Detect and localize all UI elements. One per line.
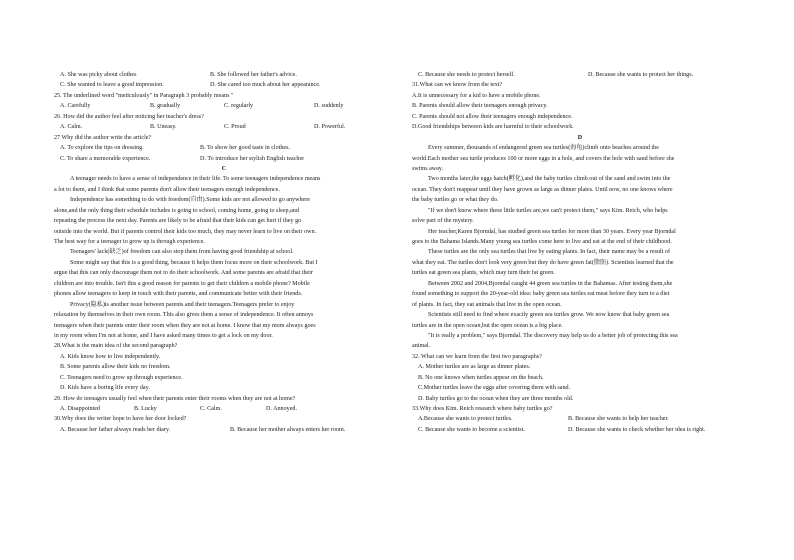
option: D. Baby turtles go to the ocean when they are three months old. [418,395,574,402]
question: 26. How did the author feel after noticing her teacher's dress? [54,113,204,120]
option: B. Because her mother always enters her room. [230,426,346,433]
option: C. Proud [224,124,246,131]
section-heading: D [577,134,583,141]
option-row [412,70,748,80]
paragraph-line: the baby turtles go or what they do. [412,197,499,204]
option: A. Because her father always reads her diary. [60,426,171,433]
option: B. No one knows when turtles appear on the beach. [418,374,544,381]
question: 31.What can we know from the text? [412,82,503,89]
option: D. She cared too much about her appearance. [210,82,321,89]
option: D. To introduce her stylish English teacher [200,155,305,162]
option: A. Calm. [60,124,83,131]
paragraph-line: world.Each mother sea turtle produces 100 or more eggs in a hole, and covers the hole with sand before she [412,155,675,162]
paragraph-line: turtles are in the open ocean,but the open ocean is a big place. [412,322,563,329]
paragraph-line: swims away. [412,165,444,172]
paragraph-line: "If we don't know where these little turtles are,we can't protect them," says Kim. Reich, who helps [428,207,668,214]
paragraph-line: relaxation by themselves in their own room. This also gives them a sense of independence. It often annoys [54,312,314,319]
option: A. Mother turtles are as large as dinner plates. [418,364,531,371]
option: D. Because she wants to protect her things. [588,72,694,78]
question: 28.What is the main idea of the second paragraph? [54,343,178,350]
option-row [54,154,394,164]
option: C. regularly [224,103,254,110]
option: D. Powerful. [314,124,346,131]
paragraph-line: what they eat. The turtles don't look very green but they do have green fat(脂肪). Scientists learned that the [412,259,674,266]
option-row [54,143,394,153]
paragraph-line: Scientists still need to find where exactly green sea turtles grow. We now know that baby green sea [428,312,670,319]
paragraph-line: Some might say that this is a good thing, because it helps them focus more on their schoolwork. But I [70,259,318,266]
paragraph-line: of plants. In fact, they eat animals that live in the open ocean. [412,301,562,308]
paragraph-line: teenagers when their parents enter their room when they are not at home. I know that my mom always goes [54,322,316,329]
question: 32. What can we learn from the first two paragraphs? [412,353,542,360]
paragraph-line: Her teacher,Karen Bjorndal, has studied green sea turtles for more than 30 years. Every year Bjorndal [428,228,676,235]
option-row [54,404,394,414]
option: D. Annoyed. [266,406,297,412]
option: C. She wanted to leave a good impression. [60,82,164,89]
option-row [54,80,394,90]
option: C. Teenagers need to grow up through experience. [60,374,183,381]
paragraph-line: children are into trouble. Isn't this a good reason for parents to get their children a mobile phone? Mobile [54,280,310,287]
option: D. suddenly [314,103,344,110]
option: B. She followed her father's advice. [210,72,297,78]
paragraph-line: These turtles are the only sea turtles that live by eating plants. In fact, their name may be a result of [428,249,670,256]
paragraph-line: alone,and the only thing their schedule includes is going to school, coming home, going to sleep,and [54,207,299,214]
paragraph-line: animal. [412,343,431,350]
option: A. Disappointed [60,406,100,412]
option: A. She was picky about clothes [60,72,137,78]
option-row [54,425,394,435]
option-row [54,70,394,80]
option: A. Kids know how to live independently. [60,353,161,360]
option: A. Carefully [60,103,91,110]
paragraph-line: outside into the world. But if parents control their kids too much, they may never learn to live on their own. [54,228,317,235]
paragraph-line: ocean. They don't reappear until they have grown as large as dinner plates. Until now, no one knows where [412,186,673,193]
paragraph-line: Between 2002 and 2004,Bjorndal caught 44 green sea turtles in the Bahamas. After testing them,she [428,280,673,287]
question: 25. The underlined word "meticulously" in Paragraph 3 probably means " [54,92,234,99]
option: D.Good friendships between kids are harmful to their schoolwork. [412,124,574,131]
question: 33.Why does Kim. Reich research where baby turtles go? [412,406,553,412]
paragraph-line: repeating the process the next day. Parents are likely to be afraid that their kids can get hurt if they go [54,218,302,225]
paragraph-line: Two months later,the eggs hatch(孵化),and the baby turtles climb out of the sand and swim into the [428,176,671,183]
option: B. Parents should allow their teenagers enough privacy. [412,103,548,110]
paragraph-line: phones allow teenagers to keep in touch with their parents, and communicate better with their friends. [54,291,303,298]
option-row [54,122,394,132]
option: A.Because she wants to protect turtles. [418,416,513,423]
option-row [54,101,394,111]
paragraph-line: a lot to them, and I think that some parents don't allow their teenagers enough independence. [54,186,280,193]
section-heading: C [221,165,227,172]
option: C.Mother turtles leave the eggs after covering them with sand. [418,385,571,392]
option: D. Kids have a boring life every day. [60,385,150,392]
question: 29. How do teenagers usually feel when their parents enter their rooms when they are not at home? [54,395,296,402]
paragraph-line: A teenager needs to have a sense of independence in their life. To some teenagers independence means [70,176,321,183]
option: B. Because she wants to help her teacher. [568,416,669,423]
option-row [412,414,748,424]
right-column [412,70,748,435]
paragraph-line: found something to support the 20-year-old idea: baby green sea turtles eat meat before they turn to a diet [412,291,670,298]
paragraph-line: Every summer, thousands of endangered green sea turtles(海龟)climb onto beaches around the [428,145,659,152]
option: C. Because she wants to become a scientist. [418,426,525,433]
option: C. To share a memorable experience. [60,155,151,162]
paragraph-line: Teenagers' lack(缺乏)of freedom can also stop them from having good friendship at school. [70,249,294,256]
option: C. Because she needs to protect herself. [418,72,515,78]
left-column [54,70,394,435]
option: B. Uneasy. [150,124,177,131]
paragraph-line: argue that this can only discourage them not to do their schoolwork. And some parents are afraid that their [54,270,313,277]
paragraph-line: solve part of the mystery. [412,218,474,225]
option: B. To show her good taste in clothes. [200,145,291,152]
paragraph-line: The best way for a teenager to grow up is through experience. [54,239,205,245]
option: A.It is unnecessary for a kid to have a mobile phone. [412,92,541,99]
option: D. Because she wants to check whether her idea is right. [568,426,706,433]
paragraph-line: in my room when I'm not at home, and I have asked many times to get a lock on my door. [54,332,273,339]
paragraph-line: turtles eat green sea plants, which may turn their fat green. [412,270,555,277]
paragraph-line: Independence has something to do with freedom(自由).Some kids are not allowed to go anywhere [70,197,310,204]
option: A. To explore the tips on dressing. [60,145,144,152]
option: B. Lucky [134,406,157,412]
paragraph-line: goes to the Bahama Islands.Many young sea turtles come here to live and eat at the end of their childhood. [412,239,672,245]
paragraph-line: Privacy(隐私)is another issue between parents and their teenagers.Teenagers prefer to enjoy [70,301,295,308]
paragraph-line: "It is really a problem," says Bjorndal. The discovery may help us do a better job of protecting this sea [428,332,678,339]
option: C. Parents should not allow their teenagers enough independence. [412,113,573,120]
option: B. Some parents allow their kids no freedom. [60,364,171,371]
option: B. gradually [150,103,181,110]
option-row [412,425,748,435]
question: 30.Why does the writer hope to have her door locked? [54,416,187,423]
question: 27 Why did the author write the article? [54,134,152,141]
option: C. Calm. [200,406,222,412]
